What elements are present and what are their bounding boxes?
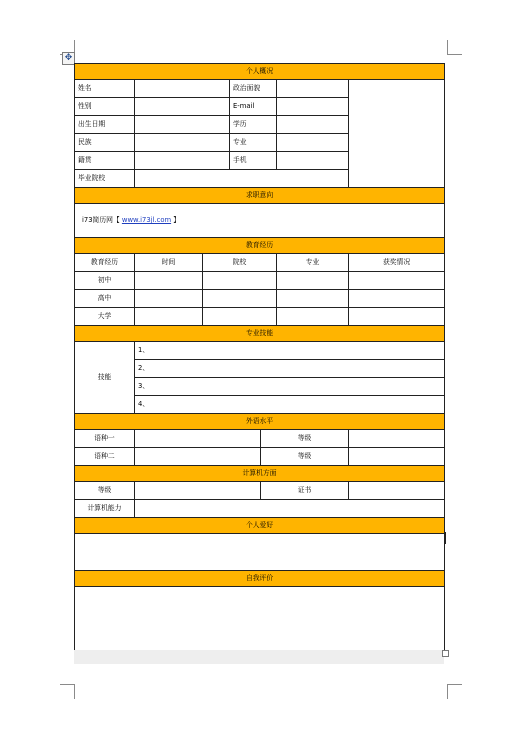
label-major: 专业 [230, 134, 277, 152]
intent-suffix: 】 [171, 216, 181, 224]
edu-row-label: 大学 [75, 308, 135, 326]
field-birth-date[interactable] [135, 116, 230, 134]
field-language-1-level[interactable] [349, 430, 445, 448]
skills-label: 技能 [75, 342, 135, 414]
edu-cell[interactable] [135, 308, 203, 326]
field-political[interactable] [277, 80, 349, 98]
section-header-self-evaluation: 自我评价 [75, 571, 445, 587]
edu-row-label: 初中 [75, 272, 135, 290]
label-language-1: 语种一 [75, 430, 135, 448]
label-ethnicity: 民族 [75, 134, 135, 152]
field-language-2-level[interactable] [349, 448, 445, 466]
edu-col-header: 院校 [203, 254, 277, 272]
edu-cell[interactable] [277, 290, 349, 308]
field-ethnicity[interactable] [135, 134, 230, 152]
page-bottom-shading [74, 650, 444, 664]
skill-item[interactable]: 1、 [135, 342, 445, 360]
label-computer-level: 等级 [75, 482, 135, 500]
skill-item[interactable]: 4、 [135, 396, 445, 414]
table-resize-handle-icon[interactable] [442, 650, 449, 657]
section-header-intent: 求职意向 [75, 188, 445, 204]
field-school[interactable] [135, 170, 349, 188]
section-header-skills: 专业技能 [75, 326, 445, 342]
edu-cell[interactable] [135, 290, 203, 308]
field-computer-ability[interactable] [135, 500, 445, 518]
hobby-content[interactable] [75, 534, 445, 571]
crop-mark-top-right [447, 40, 462, 55]
field-gender[interactable] [135, 98, 230, 116]
field-certificate[interactable] [349, 482, 445, 500]
self-evaluation-content[interactable] [75, 587, 445, 654]
edu-col-header: 时间 [135, 254, 203, 272]
label-computer-ability: 计算机能力 [75, 500, 135, 518]
crop-mark-bottom-left [60, 684, 75, 699]
field-education[interactable] [277, 116, 349, 134]
label-birth-date: 出生日期 [75, 116, 135, 134]
intent-prefix: i73简历网【 [82, 216, 122, 224]
field-email[interactable] [277, 98, 349, 116]
label-education: 学历 [230, 116, 277, 134]
edu-cell[interactable] [349, 290, 445, 308]
field-name[interactable] [135, 80, 230, 98]
label-name: 姓名 [75, 80, 135, 98]
edu-cell[interactable] [349, 308, 445, 326]
label-political: 政治面貌 [230, 80, 277, 98]
edu-cell[interactable] [135, 272, 203, 290]
label-level: 等级 [261, 448, 349, 466]
intent-content[interactable] [75, 204, 445, 238]
field-phone[interactable] [277, 152, 349, 170]
label-level: 等级 [261, 430, 349, 448]
label-native-place: 籍贯 [75, 152, 135, 170]
label-language-2: 语种二 [75, 448, 135, 466]
table-move-handle-icon[interactable]: ✥ [62, 52, 75, 65]
section-header-education: 教育经历 [75, 238, 445, 254]
resume-table [74, 63, 445, 654]
label-email: E-mail [230, 98, 277, 116]
edu-cell[interactable] [203, 290, 277, 308]
skill-item[interactable]: 2、 [135, 360, 445, 378]
edu-cell[interactable] [203, 272, 277, 290]
label-certificate: 证书 [261, 482, 349, 500]
edu-col-header: 教育经历 [75, 254, 135, 272]
edu-cell[interactable] [349, 272, 445, 290]
section-header-hobby: 个人爱好 [75, 518, 445, 534]
skill-item[interactable]: 3、 [135, 378, 445, 396]
intent-link[interactable]: www.i73jl.com [121, 216, 172, 224]
field-language-1[interactable] [135, 430, 261, 448]
edu-col-header: 获奖情况 [349, 254, 445, 272]
section-header-language: 外语水平 [75, 414, 445, 430]
field-computer-level[interactable] [135, 482, 261, 500]
photo-cell[interactable] [349, 80, 445, 188]
edu-cell[interactable] [277, 308, 349, 326]
edu-cell[interactable] [277, 272, 349, 290]
field-native-place[interactable] [135, 152, 230, 170]
edu-col-header: 专业 [277, 254, 349, 272]
edu-cell[interactable] [203, 308, 277, 326]
field-major[interactable] [277, 134, 349, 152]
field-language-2[interactable] [135, 448, 261, 466]
section-header-computer: 计算机方面 [75, 466, 445, 482]
label-school: 毕业院校 [75, 170, 135, 188]
label-phone: 手机 [230, 152, 277, 170]
label-gender: 性别 [75, 98, 135, 116]
edu-row-label: 高中 [75, 290, 135, 308]
crop-mark-bottom-right [447, 684, 462, 699]
section-header-personal: 个人概况 [75, 64, 445, 80]
